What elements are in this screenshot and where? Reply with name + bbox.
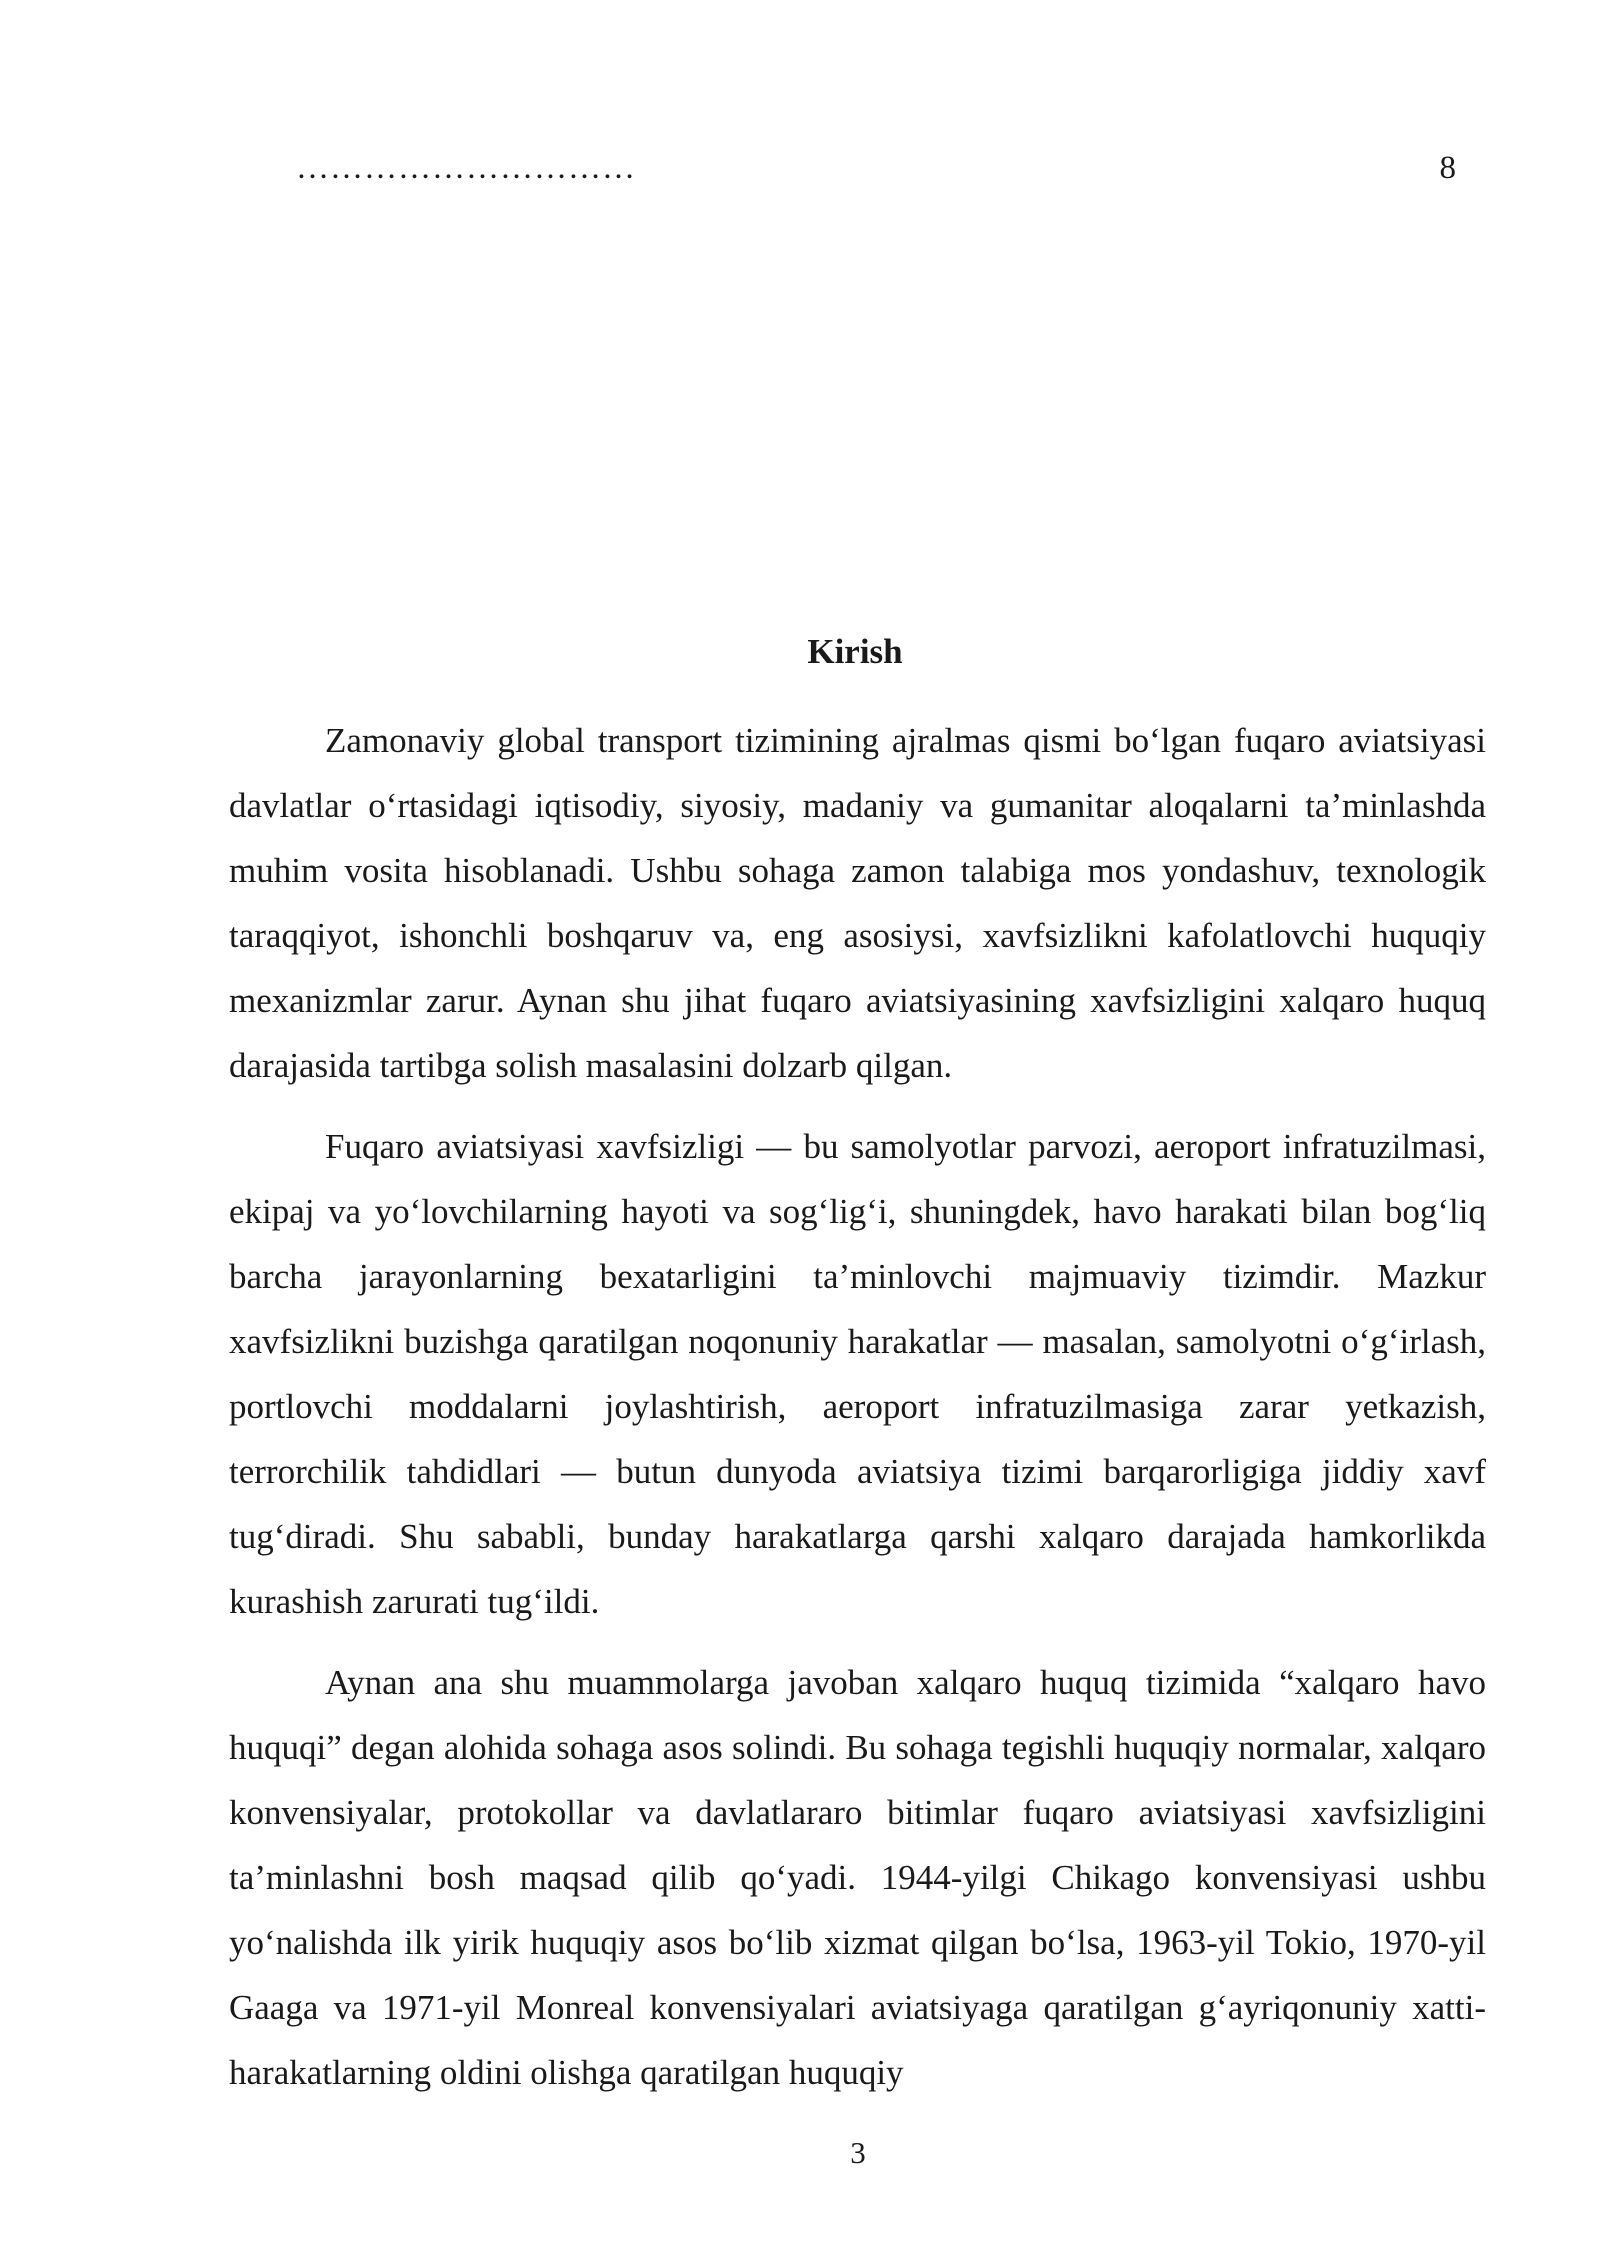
paragraph-3: Aynan ana shu muammolarga javoban xalqaro huquq tizimida “xalqaro havo huquqi” degan alohida sohaga asos solindi. Bu sohaga tegishli huquqiy normalar, xalqaro konvensiyalar, protokollar va davlatlararo bitimlar fuqaro aviatsiyasi xavfsizligini ta’minlashni bosh maqsad qilib qo‘yadi. 1944-yilgi Chikago konvensiyasi ushbu yo‘nalishda ilk yirik huquqiy asos bo‘lib xizmat qilgan bo‘lsa, 1963-yil Tokio, 1970-yil Gaaga va 1971-yil Monreal konvensiyalari aviatsiyaga qaratilgan g‘ayriqonuniy xatti-harakatlarning oldini olishga qaratilgan huquqiy [229, 1663, 1486, 2092]
body-text [229, 708, 1486, 2121]
section-title: Kirish [807, 632, 903, 671]
page-number: 3 [850, 2135, 866, 2170]
paragraph-2: Fuqaro aviatsiyasi xavfsizligi — bu samolyotlar parvozi, aeroport infratuzilmasi, ekipaj va yo‘lovchilarning hayoti va sog‘lig‘i, shuningdek, havo harakati bilan bog‘liq barcha jarayonlarning bexatarligini ta’minlovchi majmuaviy tizimdir. Mazkur xavfsizlikni buzishga qaratilgan noqonuniy harakatlar — masalan, samolyotni o‘g‘irlash, portlovchi moddalarni joylashtirish, aeroport infratuzilmasiga zarar yetkazish, terrorchilik tahdidlari — butun dunyoda aviatsiya tizimi barqarorligiga jiddiy xavf tug‘diradi. Shu sababli, bunday harakatlarga qarshi xalqaro darajada hamkorlikda kurashish zarurati tug‘ildi. [229, 1127, 1486, 1621]
paragraph-1: Zamonaviy global transport tizimining ajralmas qismi bo‘lgan fuqaro aviatsiyasi davlatlar o‘rtasidagi iqtisodiy, siyosiy, madaniy va gumanitar aloqalarni ta’minlashda muhim vosita hisoblanadi. Ushbu sohaga zamon talabiga mos yondashuv, texnologik taraqqiyot, ishonchli boshqaruv va, eng asosiysi, xavfsizlikni kafolatlovchi huquqiy mexanizmlar zarur. Aynan shu jihat fuqaro aviatsiyasining xavfsizligini xalqaro huquq darajasida tartibga solish masalasini dolzarb qilgan. [229, 721, 1486, 1085]
toc-leader-dots: ………………………… [296, 150, 636, 186]
toc-entry-line [296, 150, 1456, 200]
toc-page-number: 8 [1439, 150, 1456, 186]
